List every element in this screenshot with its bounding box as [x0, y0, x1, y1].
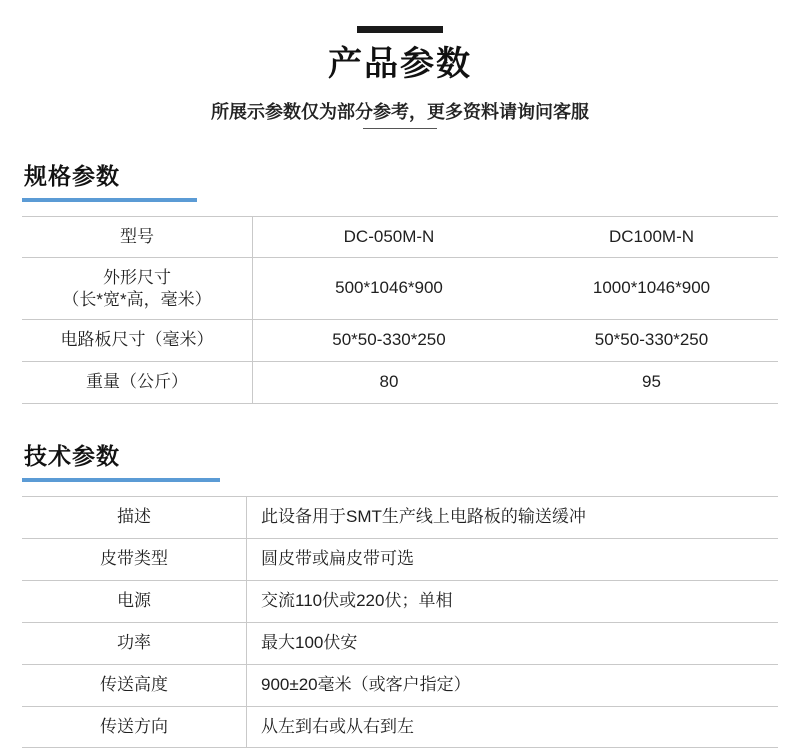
- tech-row-label: 功率: [22, 622, 247, 664]
- spec-row-label: 型号: [22, 216, 253, 258]
- tech-table: [22, 496, 778, 748]
- table-row: [22, 706, 778, 748]
- spec-section-heading: [22, 158, 778, 202]
- tech-row-label: 传送方向: [22, 706, 247, 748]
- page-header: [0, 0, 800, 124]
- tech-row-label: 传送高度: [22, 664, 247, 706]
- spec-row-value-col1: DC-050M-N: [253, 216, 526, 258]
- spec-row-label: [22, 258, 253, 320]
- spec-section-underline: [22, 198, 197, 202]
- page-title: 产品参数: [328, 45, 472, 83]
- tech-section-underline: [22, 478, 220, 482]
- tech-row-value: 从左到右或从右到左: [247, 706, 779, 748]
- tech-row-label: 电源: [22, 580, 247, 622]
- table-row: [22, 622, 778, 664]
- table-row: [22, 361, 778, 403]
- tech-section-title: 技术参数: [24, 442, 120, 469]
- spec-row-value-col1: 500*1046*900: [253, 258, 526, 320]
- spec-table: [22, 216, 778, 404]
- table-row: [22, 664, 778, 706]
- spec-row-value-col1: 50*50-330*250: [253, 319, 526, 361]
- table-row: [22, 319, 778, 361]
- table-row: [22, 538, 778, 580]
- tech-section-heading: [22, 438, 778, 482]
- header-rule-decoration: [357, 26, 443, 33]
- tech-row-value: 最大100伏安: [247, 622, 779, 664]
- spec-row-value-col1: 80: [253, 361, 526, 403]
- spec-row-value-col2: DC100M-N: [525, 216, 778, 258]
- spec-section: [22, 158, 778, 404]
- spec-row-value-col2: 50*50-330*250: [525, 319, 778, 361]
- spec-row-value-col2: 1000*1046*900: [525, 258, 778, 320]
- page-subtitle-wrap: [211, 98, 589, 124]
- page-subtitle: 所展示参数仅为部分参考，更多资料请询问客服: [211, 101, 589, 122]
- table-row: [22, 258, 778, 320]
- table-row: [22, 496, 778, 538]
- tech-row-label: 皮带类型: [22, 538, 247, 580]
- spec-row-label-line1: 外形尺寸: [103, 268, 171, 288]
- spec-row-label: 电路板尺寸（毫米）: [22, 319, 253, 361]
- spec-section-title: 规格参数: [24, 162, 120, 189]
- tech-section: [22, 438, 778, 748]
- tech-row-label: 描述: [22, 496, 247, 538]
- tech-row-value: 交流110伏或220伏；单相: [247, 580, 779, 622]
- spec-row-value-col2: 95: [525, 361, 778, 403]
- table-row: [22, 580, 778, 622]
- subtitle-underline-decoration: [363, 128, 437, 129]
- table-row: [22, 216, 778, 258]
- spec-row-label-line2: （长*宽*高，毫米）: [62, 289, 212, 309]
- tech-row-value: 圆皮带或扁皮带可选: [247, 538, 779, 580]
- spec-row-label: 重量（公斤）: [22, 361, 253, 403]
- tech-row-value: 此设备用于SMT生产线上电路板的输送缓冲: [247, 496, 779, 538]
- tech-row-value: 900±20毫米（或客户指定）: [247, 664, 779, 706]
